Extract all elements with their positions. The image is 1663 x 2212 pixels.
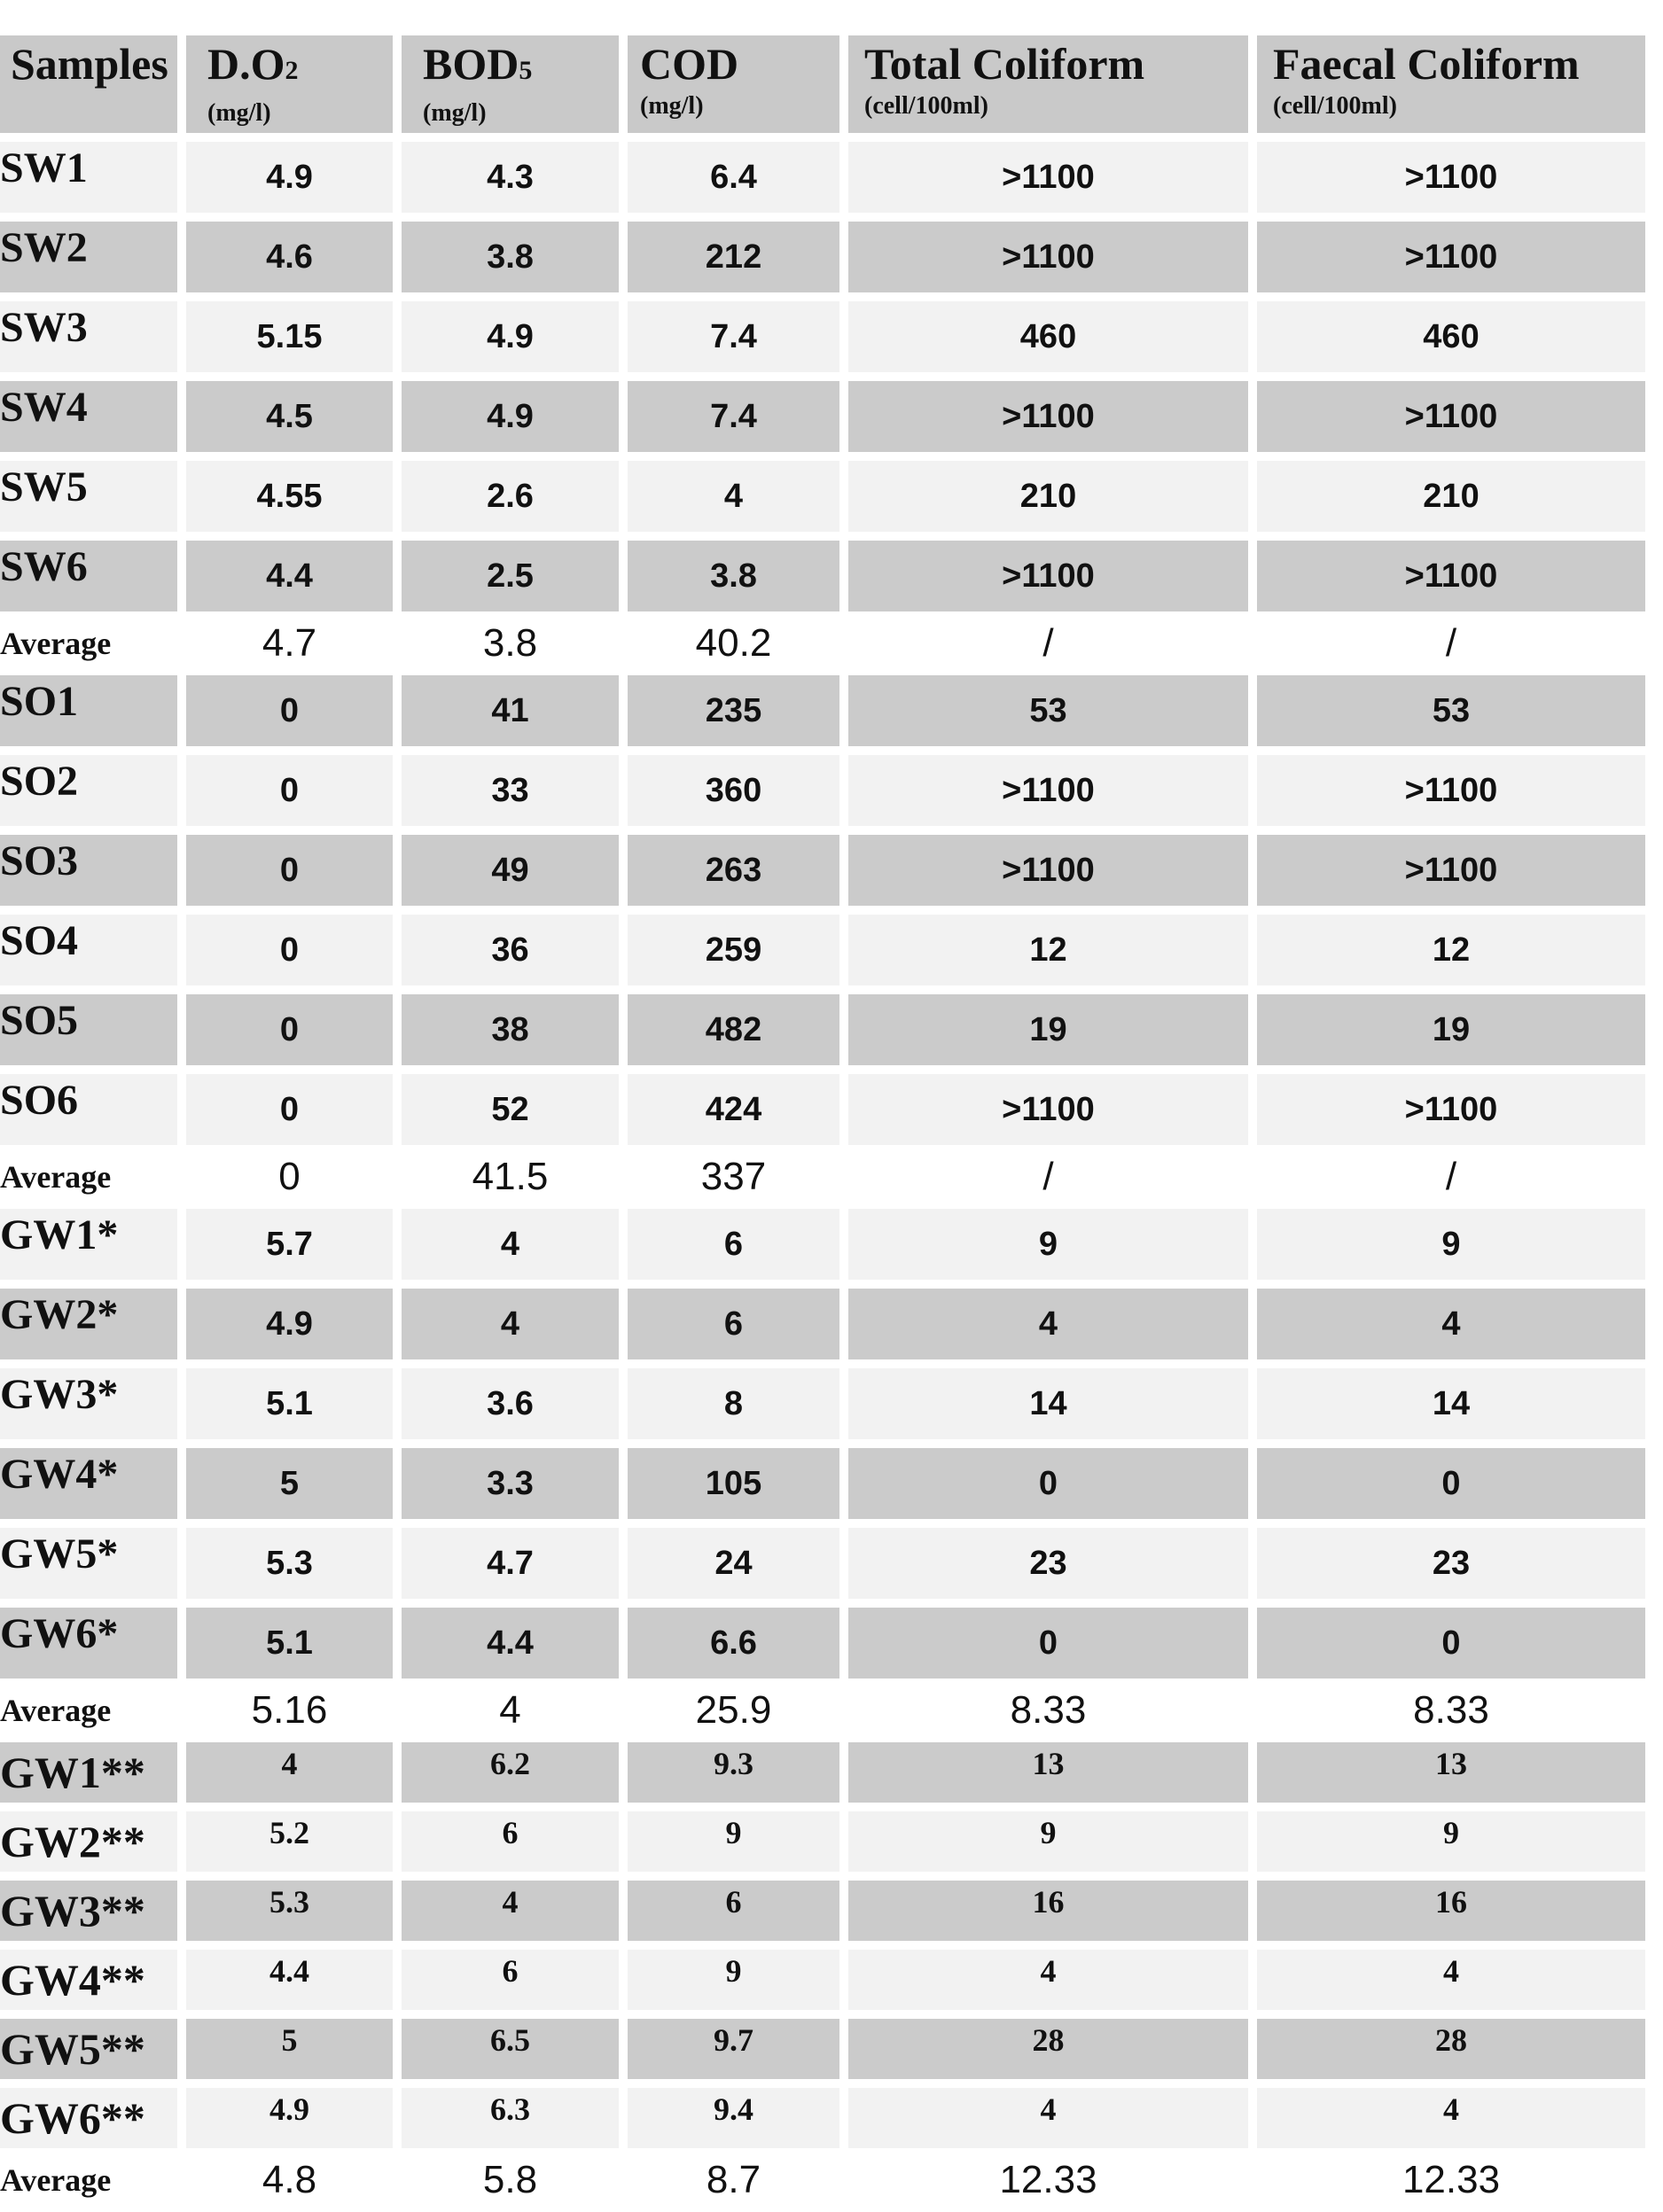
table-row	[0, 541, 1645, 611]
table-cell: 4.9	[186, 142, 393, 213]
table-cell: 482	[628, 994, 839, 1065]
table-row	[0, 994, 1645, 1065]
table-cell: 9	[848, 1209, 1248, 1280]
table-row	[0, 301, 1645, 372]
sample-label: GW3**	[0, 1881, 177, 1941]
table-row	[0, 915, 1645, 985]
table-row	[0, 1448, 1645, 1519]
table-cell: 5.1	[186, 1368, 393, 1439]
table-cell: >1100	[848, 381, 1248, 452]
table-cell: 16	[848, 1881, 1248, 1941]
table-cell: 52	[402, 1074, 619, 1145]
table-cell: 14	[848, 1368, 1248, 1439]
header-faecal-coliform	[1257, 35, 1645, 133]
table-cell: 4.5	[186, 381, 393, 452]
table-row	[0, 461, 1645, 532]
table-cell: 6	[628, 1881, 839, 1941]
table-cell: 2.5	[402, 541, 619, 611]
sample-label: SW2	[0, 222, 177, 292]
table-row	[0, 1528, 1645, 1599]
table-cell: 8.33	[848, 1687, 1248, 1733]
table-cell: 7.4	[628, 381, 839, 452]
table-cell: 4	[628, 461, 839, 532]
table-cell: 6.2	[402, 1742, 619, 1803]
sample-label: GW4*	[0, 1448, 177, 1519]
table-cell: >1100	[1257, 755, 1645, 826]
table-cell: 3.8	[628, 541, 839, 611]
average-row	[0, 2157, 1645, 2203]
table-cell: 3.6	[402, 1368, 619, 1439]
table-cell: 9.4	[628, 2088, 839, 2148]
table-cell: 6	[628, 1289, 839, 1359]
table-cell: 9.3	[628, 1742, 839, 1803]
table-row	[0, 1074, 1645, 1145]
table-cell: 8.33	[1257, 1687, 1645, 1733]
table-row	[0, 1209, 1645, 1280]
table-cell: 4.9	[402, 301, 619, 372]
table-cell: 6.3	[402, 2088, 619, 2148]
table-row	[0, 1881, 1645, 1941]
table-cell: 24	[628, 1528, 839, 1599]
table-cell: 4	[402, 1687, 619, 1733]
sample-label: GW5*	[0, 1528, 177, 1599]
sample-label: SO3	[0, 835, 177, 906]
header-unit: (mg/l)	[207, 99, 271, 127]
sample-label: GW2**	[0, 1811, 177, 1872]
table-cell: 0	[186, 994, 393, 1065]
header-label: COD	[640, 39, 739, 89]
table-cell: 6.5	[402, 2019, 619, 2079]
table-cell: 4.4	[186, 541, 393, 611]
table-cell: 9	[1257, 1811, 1645, 1872]
table-cell: 8	[628, 1368, 839, 1439]
table-cell: 6.6	[628, 1608, 839, 1678]
sample-label: GW6*	[0, 1608, 177, 1678]
table-cell: 0	[186, 1154, 393, 1200]
table-cell: 263	[628, 835, 839, 906]
table-cell: 28	[848, 2019, 1248, 2079]
table-cell: 4.6	[186, 222, 393, 292]
table-cell: >1100	[848, 755, 1248, 826]
table-cell: 0	[186, 915, 393, 985]
table-cell: 0	[1257, 1608, 1645, 1678]
table-cell: /	[848, 620, 1248, 666]
table-cell: 40.2	[628, 620, 839, 666]
table-cell: 19	[848, 994, 1248, 1065]
table-cell: >1100	[848, 541, 1248, 611]
table-cell: 0	[1257, 1448, 1645, 1519]
table-cell: 5.16	[186, 1687, 393, 1733]
sample-label: SO2	[0, 755, 177, 826]
table-cell: 5	[186, 1448, 393, 1519]
table-cell: 4.9	[186, 2088, 393, 2148]
table-cell: 5.1	[186, 1608, 393, 1678]
sample-label: GW5**	[0, 2019, 177, 2079]
table-cell: 0	[848, 1608, 1248, 1678]
water-quality-table	[0, 27, 1654, 2212]
table-cell: >1100	[848, 835, 1248, 906]
table-row	[0, 1368, 1645, 1439]
table-cell: 0	[186, 1074, 393, 1145]
table-row	[0, 755, 1645, 826]
table-body	[0, 142, 1645, 2203]
header-unit: (mg/l)	[423, 99, 487, 127]
average-row	[0, 1154, 1645, 1200]
table-cell: 12	[848, 915, 1248, 985]
table-cell: 5.15	[186, 301, 393, 372]
header-label	[402, 35, 619, 96]
table-cell: 9.7	[628, 2019, 839, 2079]
header-name: D.O	[207, 39, 285, 89]
table-row	[0, 1811, 1645, 1872]
table-cell: 6	[628, 1209, 839, 1280]
table-cell: 28	[1257, 2019, 1645, 2079]
table-cell: 3.3	[402, 1448, 619, 1519]
table-cell: 4.55	[186, 461, 393, 532]
table-cell: 12.33	[1257, 2157, 1645, 2203]
table-cell: 13	[1257, 1742, 1645, 1803]
table-cell: >1100	[848, 142, 1248, 213]
header-label	[186, 35, 393, 96]
table-cell: >1100	[848, 222, 1248, 292]
table-cell: 4	[1257, 1289, 1645, 1359]
sample-label: GW1*	[0, 1209, 177, 1280]
table-cell: 210	[848, 461, 1248, 532]
table-cell: >1100	[1257, 222, 1645, 292]
header-subscript: 2	[285, 56, 299, 85]
table-cell: /	[1257, 620, 1645, 666]
table-cell: 424	[628, 1074, 839, 1145]
table-cell: 210	[1257, 461, 1645, 532]
table-cell: 36	[402, 915, 619, 985]
table-row	[0, 142, 1645, 213]
table-cell: 5.3	[186, 1881, 393, 1941]
sample-label: Average	[0, 1154, 177, 1200]
header-label: Faecal Coliform	[1273, 39, 1580, 89]
table-row	[0, 2019, 1645, 2079]
table-cell: 212	[628, 222, 839, 292]
sample-label: SW5	[0, 461, 177, 532]
table-cell: 13	[848, 1742, 1248, 1803]
table-cell: 4.9	[186, 1289, 393, 1359]
header-unit: (mg/l)	[640, 92, 704, 120]
sample-label: GW2*	[0, 1289, 177, 1359]
header-label: Samples	[11, 39, 168, 89]
table-cell: 4	[848, 1289, 1248, 1359]
header-unit: (cell/100ml)	[864, 92, 988, 120]
sample-label: Average	[0, 620, 177, 666]
table-cell: 4	[402, 1289, 619, 1359]
table-cell: 33	[402, 755, 619, 826]
table-cell: >1100	[1257, 835, 1645, 906]
table-cell: 4.4	[186, 1950, 393, 2010]
table-cell: 4.7	[402, 1528, 619, 1599]
table-cell: 235	[628, 675, 839, 746]
table-cell: /	[1257, 1154, 1645, 1200]
table-cell: 5.3	[186, 1528, 393, 1599]
table-row	[0, 1608, 1645, 1678]
table-cell: 9	[628, 1811, 839, 1872]
table-cell: >1100	[1257, 381, 1645, 452]
table-cell: 5.2	[186, 1811, 393, 1872]
sample-label: SW6	[0, 541, 177, 611]
header-label: Total Coliform	[864, 39, 1145, 89]
sample-label: SO4	[0, 915, 177, 985]
header-name: BOD	[423, 39, 519, 89]
sample-label: SW4	[0, 381, 177, 452]
table-cell: 4.3	[402, 142, 619, 213]
table-cell: 3.8	[402, 222, 619, 292]
table-cell: 4	[186, 1742, 393, 1803]
header-do2	[186, 35, 393, 133]
table-row	[0, 222, 1645, 292]
table-cell: 460	[848, 301, 1248, 372]
table-cell: 23	[848, 1528, 1248, 1599]
table-row	[0, 2088, 1645, 2148]
table-cell: 0	[186, 675, 393, 746]
table-cell: 16	[1257, 1881, 1645, 1941]
header-cod	[628, 35, 839, 133]
table-cell: 4	[402, 1881, 619, 1941]
table-cell: >1100	[1257, 541, 1645, 611]
table-cell: /	[848, 1154, 1248, 1200]
table-cell: 460	[1257, 301, 1645, 372]
table-cell: 4	[848, 2088, 1248, 2148]
table-cell: 105	[628, 1448, 839, 1519]
header-bod5	[402, 35, 619, 133]
table-cell: 4	[848, 1950, 1248, 2010]
table-cell: 5.8	[402, 2157, 619, 2203]
table-cell: 7.4	[628, 301, 839, 372]
table-cell: 6	[402, 1811, 619, 1872]
sample-label: Average	[0, 2157, 177, 2203]
header-subscript: 5	[519, 56, 533, 85]
table-row	[0, 1950, 1645, 2010]
table-cell: 4.7	[186, 620, 393, 666]
header-row	[0, 35, 1645, 133]
table-cell: >1100	[1257, 1074, 1645, 1145]
table-cell: 6	[402, 1950, 619, 2010]
table-cell: >1100	[1257, 142, 1645, 213]
header-samples	[0, 35, 177, 133]
sample-label: GW1**	[0, 1742, 177, 1803]
table-cell: 14	[1257, 1368, 1645, 1439]
table-cell: 19	[1257, 994, 1645, 1065]
average-row	[0, 1687, 1645, 1733]
table-cell: 4.4	[402, 1608, 619, 1678]
sample-label: SW1	[0, 142, 177, 213]
average-row	[0, 620, 1645, 666]
sample-label: SW3	[0, 301, 177, 372]
table-cell: 4	[1257, 1950, 1645, 2010]
table-cell: 5	[186, 2019, 393, 2079]
table-cell: 23	[1257, 1528, 1645, 1599]
table-cell: 12	[1257, 915, 1645, 985]
sample-label: GW6**	[0, 2088, 177, 2148]
table-row	[0, 1289, 1645, 1359]
sample-label: SO1	[0, 675, 177, 746]
table-cell: 38	[402, 994, 619, 1065]
table-cell: 0	[186, 755, 393, 826]
table-cell: 4.8	[186, 2157, 393, 2203]
table-cell: 8.7	[628, 2157, 839, 2203]
table-cell: 3.8	[402, 620, 619, 666]
table-row	[0, 675, 1645, 746]
table-cell: 53	[848, 675, 1248, 746]
table-row	[0, 381, 1645, 452]
table-cell: 53	[1257, 675, 1645, 746]
table-cell: 41.5	[402, 1154, 619, 1200]
table-cell: 5.7	[186, 1209, 393, 1280]
header-unit: (cell/100ml)	[1273, 92, 1397, 120]
table-cell: 4.9	[402, 381, 619, 452]
table-cell: >1100	[848, 1074, 1248, 1145]
table-cell: 49	[402, 835, 619, 906]
header-total-coliform	[848, 35, 1248, 133]
table-cell: 4	[402, 1209, 619, 1280]
table-cell: 2.6	[402, 461, 619, 532]
table-cell: 6.4	[628, 142, 839, 213]
table-cell: 0	[186, 835, 393, 906]
table-cell: 0	[848, 1448, 1248, 1519]
sample-label: SO5	[0, 994, 177, 1065]
table-cell: 9	[848, 1811, 1248, 1872]
table-row	[0, 835, 1645, 906]
table-cell: 25.9	[628, 1687, 839, 1733]
table-cell: 9	[628, 1950, 839, 2010]
table-cell: 360	[628, 755, 839, 826]
table-cell: 337	[628, 1154, 839, 1200]
sample-label: SO6	[0, 1074, 177, 1145]
table-cell: 4	[1257, 2088, 1645, 2148]
table-cell: 12.33	[848, 2157, 1248, 2203]
table-row	[0, 1742, 1645, 1803]
table-cell: 41	[402, 675, 619, 746]
table-cell: 9	[1257, 1209, 1645, 1280]
table-cell: 259	[628, 915, 839, 985]
sample-label: GW4**	[0, 1950, 177, 2010]
sample-label: GW3*	[0, 1368, 177, 1439]
sample-label: Average	[0, 1687, 177, 1733]
